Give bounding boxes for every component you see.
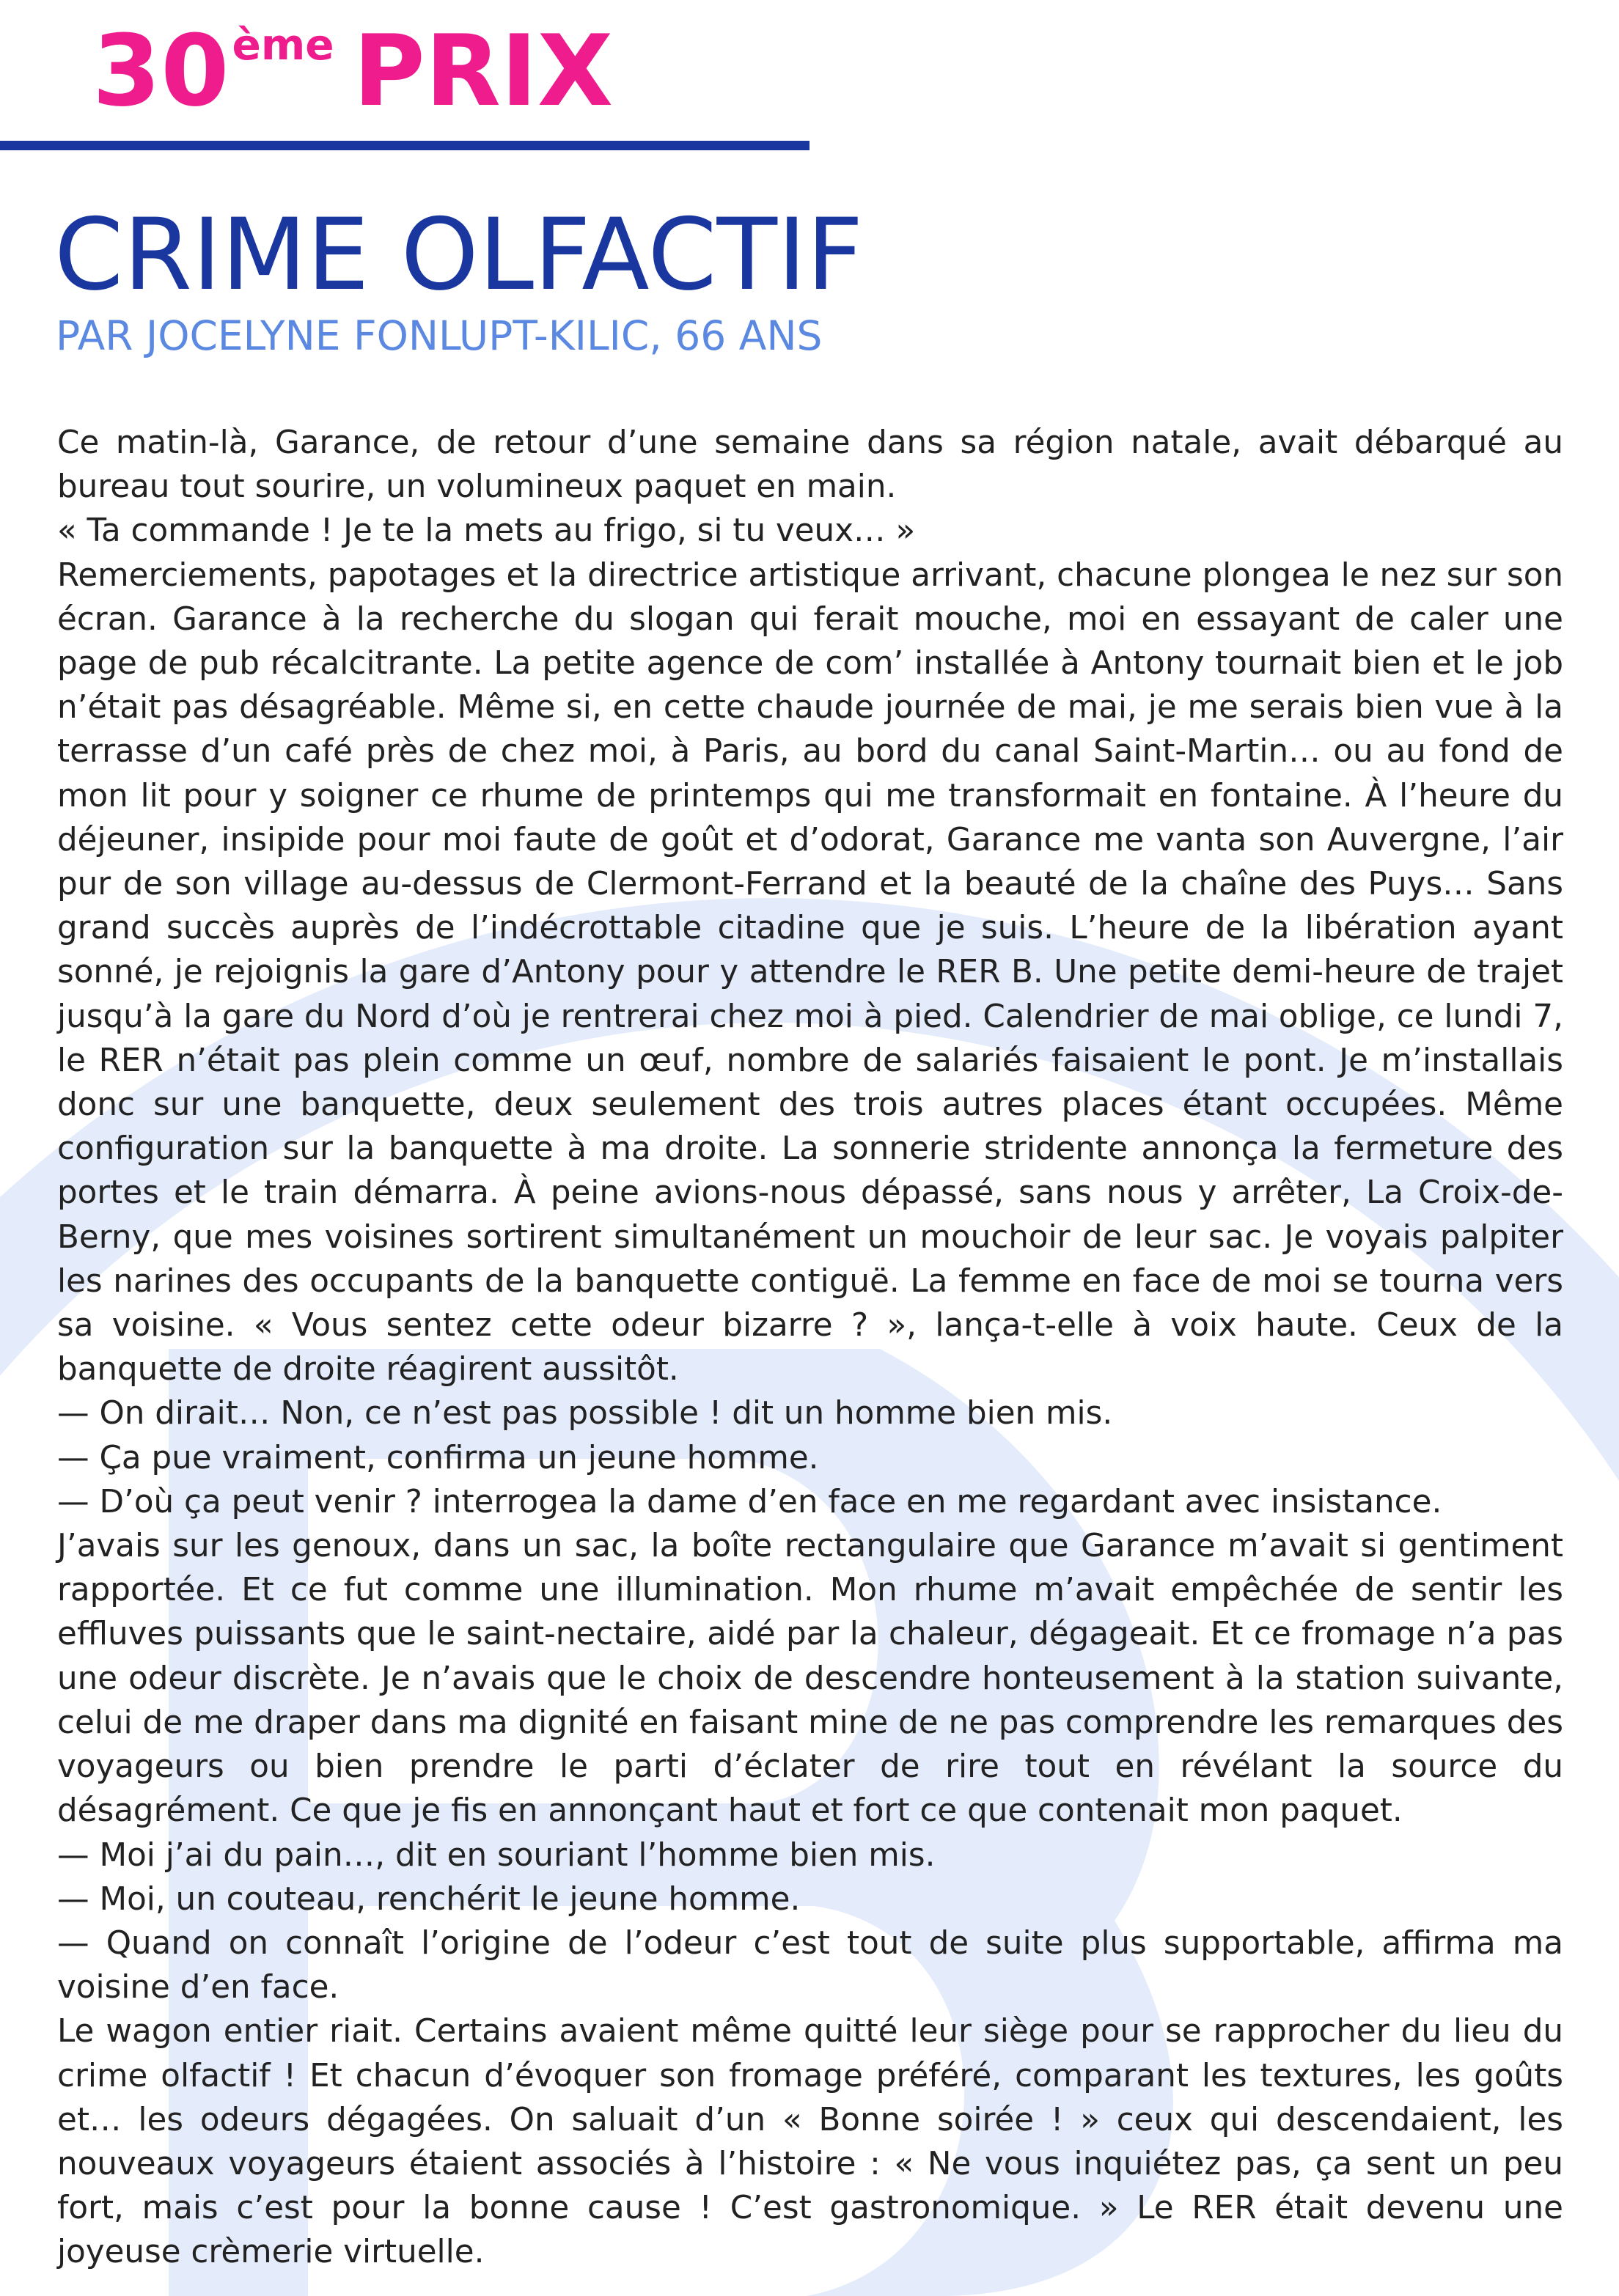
story-paragraph: Remerciements, papotages et la directrice artistique arrivant, chacune plongea le nez sur son écran. Garance à la recherche du slogan qui ferait mouche, moi en essayant de caler une page de pub récalcitrante. La petite agence de com’ installée à Antony tournait bien et le job n’était pas désagréable. Même si, en cette chaude journée de mai, je me serais bien vue à la terrasse d’un café près de chez moi, à Paris, au bord du canal Saint-Martin… ou au fond de mon lit pour y soigner ce rhume de printemps qui me transformait en fontaine. À l’heure du déjeuner, insipide pour moi faute de goût et d’odorat, Garance me vanta son Auvergne, l’air pur de son village au-dessus de Clermont-Ferrand et la beauté de la chaîne des Puys… Sans grand succès auprès de l’indécrottable citadine que je suis. L’heure de la libération ayant sonné, je rejoignis la gare d’Antony pour y attendre le RER B. Une petite demi-heure de trajet jusqu’à la gare du Nord d’où je rentrerai chez moi à pied. Calendrier de mai oblige, ce lundi 7, le RER n’était pas plein comme un œuf, nombre de salariés faisaient le pont. Je m’installais donc sur une banquette, deux seulement des trois autres places étant occupées. Même configuration sur la banquette à ma droite. La sonnerie stridente annonça la fermeture des portes et le train démarra. À peine avions-nous dépassé, sans nous y arrêter, La Croix-de-Berny, que mes voisines sortirent simultanément un mouchoir de leur sac. Je voyais palpiter les narines des occupants de la banquette contiguë. La femme en face de moi se tourna vers sa voisine. « Vous sentez cette odeur bizarre ? », lança-t-elle à voix haute. Ceux de la banquette de droite réagirent aussitôt. [57, 556, 1563, 1388]
dialogue-line: — Moi, un couteau, renchérit le jeune homme. [57, 1880, 801, 1918]
story-paragraph: « Ta commande ! Je te la mets au frigo, si tu veux… » [57, 512, 916, 550]
dialogue-line: — Moi j’ai du pain…, dit en souriant l’homme bien mis. [57, 1836, 936, 1874]
story-paragraph: Le wagon entier riait. Certains avaient même quitté leur siège pour se rapprocher du lieu du crime olfactif ! Et chacun d’évoquer son fromage préféré, comparant les textures, les goûts et… les odeurs dégagées. On saluait d’un « Bonne soirée ! » ceux qui descendaient, les nouveaux voyageurs étaient associés à l’histoire : « Ne vous inquiétez pas, ça sent un peu fort, mais c’est pour la bonne cause ! C’est gastronomique. » Le RER était devenu une joyeuse crèmerie virtuelle. [57, 2013, 1563, 2271]
story-body [57, 421, 1563, 2275]
dialogue-line: — On dirait… Non, ce n’est pas possible ! dit un homme bien mis. [57, 1395, 1113, 1432]
story-title: CRIME OLFACTIF [54, 197, 864, 312]
header-rule [0, 141, 810, 150]
story-author: PAR JOCELYNE FONLUPT-KILIC, 66 ANS [56, 312, 823, 359]
dialogue-line: — Quand on connaît l’origine de l’odeur c’est tout de suite plus supportable, affirma ma voisine d’en face. [57, 1924, 1563, 2006]
dialogue-line: — D’où ça peut venir ? interrogea la dame d’en face en me regardant avec insistance. [57, 1483, 1442, 1520]
dialogue-line: — Ça pue vraiment, confirma un jeune homme. [57, 1439, 819, 1476]
prize-heading [92, 14, 614, 128]
prize-suffix: ème [232, 20, 334, 70]
story-paragraph: Ce matin-là, Garance, de retour d’une semaine dans sa région natale, avait débarqué au bureau tout sourire, un volumineux paquet en main. [57, 424, 1563, 506]
prize-number: 30 [92, 14, 230, 128]
story-paragraph: J’avais sur les genoux, dans un sac, la boîte rectangulaire que Garance m’avait si gentiment rapportée. Et ce fut comme une illumination. Mon rhume m’avait empêchée de sentir les effluves puissants que le saint-nectaire, aidé par la chaleur, dégageait. Et ce fromage n’a pas une odeur discrète. Je n’avais que le choix de descendre honteusement à la station suivante, celui de me draper dans ma dignité en faisant mine de ne pas comprendre les remarques des voyageurs ou bien prendre le parti d’éclater de rire tout en révélant la source du désagrément. Ce que je fis en annonçant haut et fort ce que contenait mon paquet. [57, 1528, 1563, 1830]
prize-word: PRIX [353, 14, 614, 128]
